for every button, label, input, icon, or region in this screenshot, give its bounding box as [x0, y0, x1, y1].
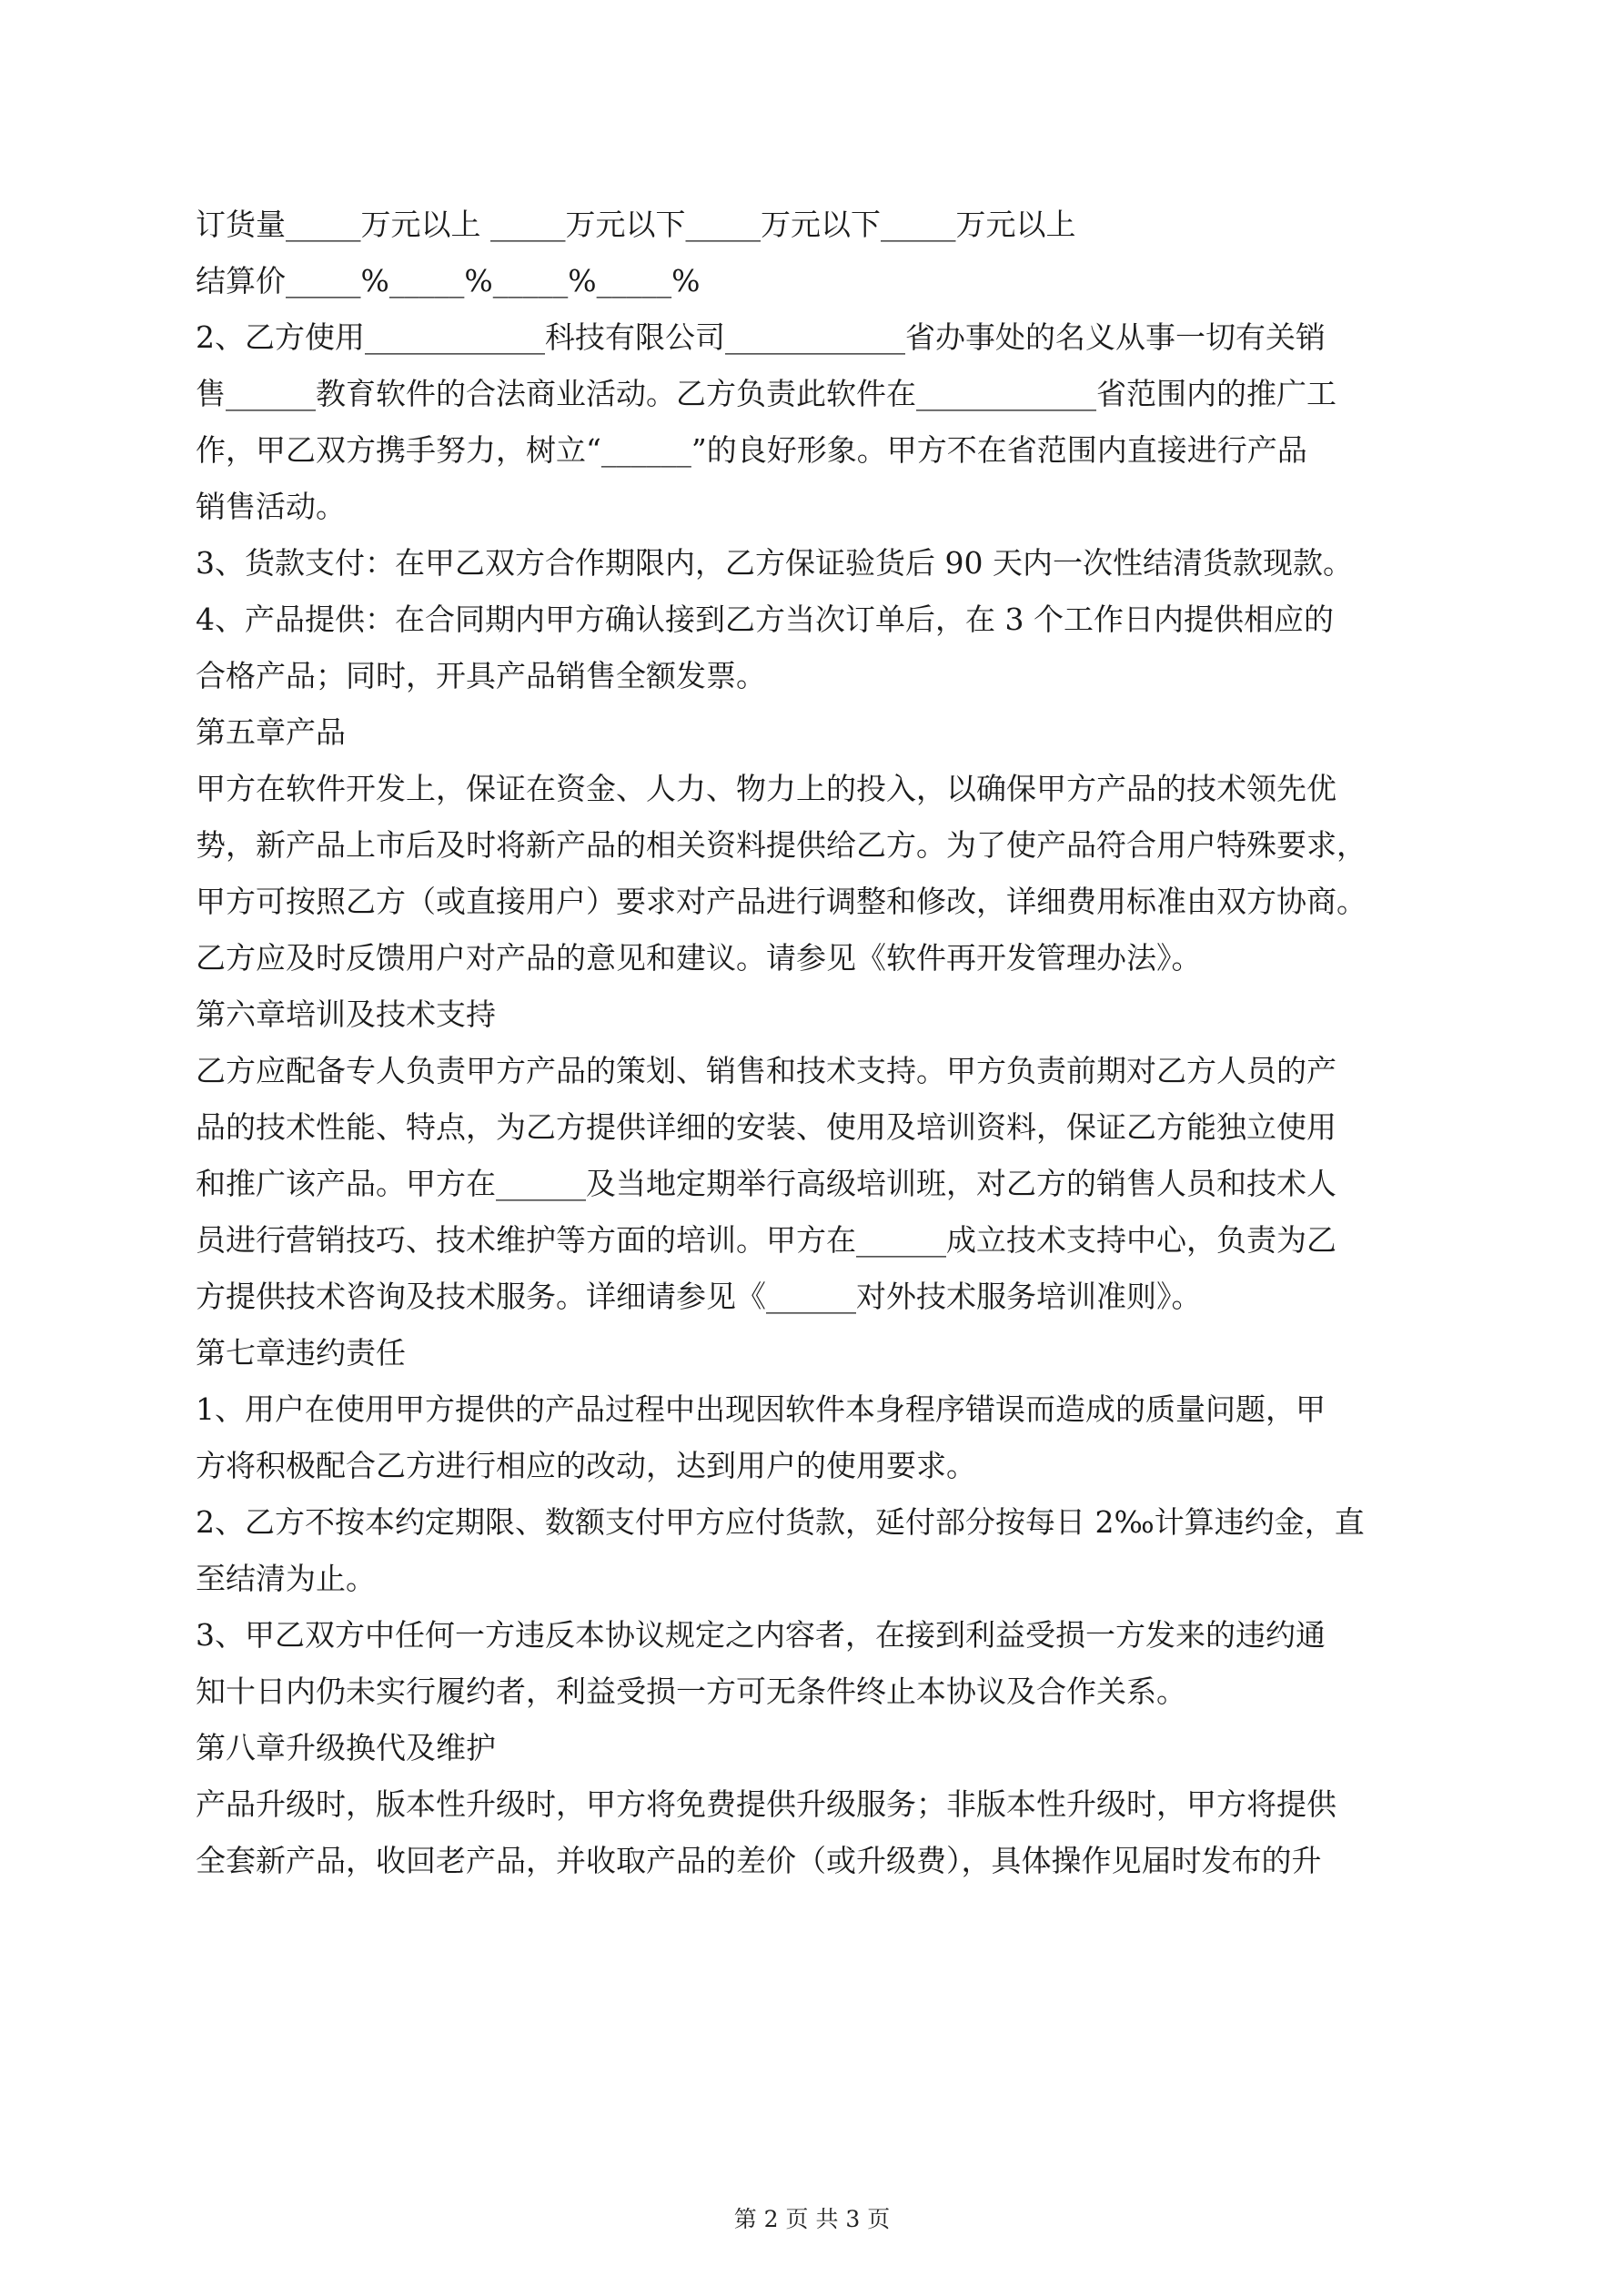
chapter-heading: 第六章培训及技术支持: [196, 996, 496, 1032]
text-line: 乙方应及时反馈用户对产品的意见和建议。请参见《软件再开发管理办法》。: [196, 940, 1202, 976]
text-line: 1、用户在使用甲方提供的产品过程中出现因软件本身程序错误而造成的质量问题，甲: [196, 1391, 1326, 1427]
text-line: 销售活动。: [196, 489, 346, 524]
text-line: 势，新产品上市后及时将新产品的相关资料提供给乙方。为了使产品符合用户特殊要求，: [196, 827, 1367, 863]
text-line: 售______教育软件的合法商业活动。乙方负责此软件在____________省范围内的推广工: [196, 376, 1337, 411]
text-line: 知十日内仍未实行履约者，利益受损一方可无条件终止本协议及合作关系。: [196, 1674, 1186, 1709]
text-line: 3、货款支付：在甲乙双方合作期限内，乙方保证验货后 90 天内一次性结清货款现款。: [196, 545, 1353, 581]
text-line: 至结清为止。: [196, 1561, 376, 1596]
text-line: 合格产品；同时，开具产品销售全额发票。: [196, 658, 766, 693]
text-line: 全套新产品，收回老产品，并收取产品的差价（或升级费），具体操作见届时发布的升: [196, 1843, 1322, 1878]
text-line: 2、乙方使用____________科技有限公司____________省办事处的名义从事一切有关销: [196, 319, 1326, 355]
text-line: 甲方可按照乙方（或直接用户）要求对产品进行调整和修改，详细费用标准由双方协商。: [196, 884, 1367, 919]
document-body: [196, 197, 1447, 1889]
text-line: 订货量_____万元以上 _____万元以下_____万元以下_____万元以上: [196, 207, 1076, 242]
text-line: 结算价_____%_____%_____%_____%: [196, 263, 701, 298]
text-line: 4、产品提供：在合同期内甲方确认接到乙方当次订单后，在 3 个工作日内提供相应的: [196, 602, 1334, 637]
text-line: 3、甲乙双方中任何一方违反本协议规定之内容者，在接到利益受损一方发来的违约通: [196, 1617, 1326, 1653]
text-line: 方将积极配合乙方进行相应的改动，达到用户的使用要求。: [196, 1448, 976, 1483]
chapter-heading: 第八章升级换代及维护: [196, 1730, 496, 1765]
text-line: 甲方在软件开发上，保证在资金、人力、物力上的投入，以确保甲方产品的技术领先优: [196, 771, 1337, 806]
text-line: 员进行营销技巧、技术维护等方面的培训。甲方在______成立技术支持中心，负责为乙: [196, 1222, 1337, 1258]
text-line: 和推广该产品。甲方在______及当地定期举行高级培训班，对乙方的销售人员和技术人: [196, 1166, 1337, 1201]
text-line: 品的技术性能、特点，为乙方提供详细的安装、使用及培训资料，保证乙方能独立使用: [196, 1109, 1337, 1145]
chapter-heading: 第五章产品: [196, 714, 346, 750]
chapter-heading: 第七章违约责任: [196, 1335, 406, 1371]
text-line: 产品升级时，版本性升级时，甲方将免费提供升级服务；非版本性升级时，甲方将提供: [196, 1786, 1337, 1822]
page-number-footer: 第 2 页 共 3 页: [733, 2206, 891, 2232]
text-line: 乙方应配备专人负责甲方产品的策划、销售和技术支持。甲方负责前期对乙方人员的产: [196, 1053, 1337, 1088]
text-line: 2、乙方不按本约定期限、数额支付甲方应付货款，延付部分按每日 2‰计算违约金，直: [196, 1504, 1365, 1540]
text-line: 方提供技术咨询及技术服务。详细请参见《______对外技术服务培训准则》。: [196, 1279, 1202, 1314]
text-line: 作，甲乙双方携手努力，树立“______”的良好形象。甲方不在省范围内直接进行产品: [196, 432, 1307, 468]
